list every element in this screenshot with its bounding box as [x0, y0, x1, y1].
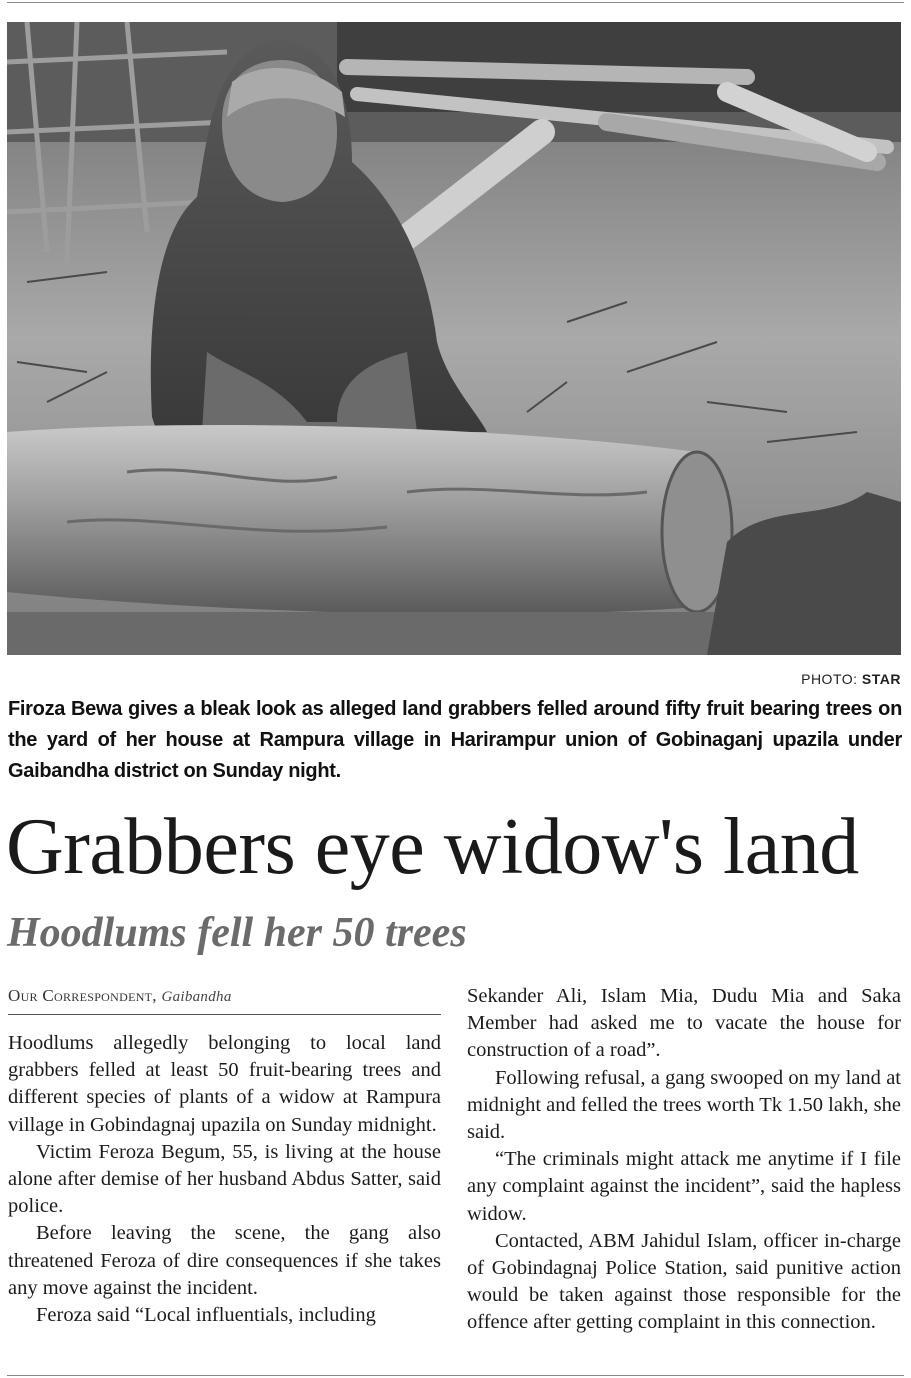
byline-location: Gaibandha: [161, 989, 232, 1005]
article-paragraph: Contacted, ABM Jahidul Islam, officer in-charge of Gobindagnaj Police Station, said punitive action would be taken against those responsible for the offence after getting complaint in this connection.: [467, 1229, 901, 1334]
byline-author: Our Correspondent,: [8, 986, 157, 1005]
byline-rule: [8, 1014, 441, 1015]
byline: [8, 986, 441, 1006]
bottom-rule: [7, 1375, 904, 1376]
article-paragraph: Following refusal, a gang swooped on my land at midnight and felled the trees worth Tk 1.50 lakh, she said.: [467, 1066, 902, 1144]
subheadline: Hoodlums fell her 50 trees: [7, 910, 467, 956]
photo-credit: [801, 671, 901, 687]
article-paragraph: “The criminals might attack me anytime if I file any complaint against the incident”, said the hapless widow.: [467, 1148, 901, 1225]
article-column-right: [467, 983, 901, 1337]
article-column-left: [8, 1030, 441, 1329]
article-paragraph: Sekander Ali, Islam Mia, Dudu Mia and Saka Member had asked me to vacate the house for construction of a road”.: [467, 985, 901, 1062]
article-paragraph: Before leaving the scene, the gang also threatened Feroza of dire consequences if she takes any move against the incident.: [8, 1222, 441, 1299]
photo-credit-label: PHOTO:: [801, 671, 858, 687]
article-paragraph: Feroza said “Local influentials, including: [36, 1304, 376, 1327]
photo-woman-felled-trees-icon: [7, 22, 901, 655]
article-paragraph: Victim Feroza Begum, 55, is living at the house alone after demise of her husband Abdus Satter, said police.: [8, 1140, 441, 1218]
headline: Grabbers eye widow's land: [6, 803, 859, 891]
photo-credit-source: STAR: [861, 671, 901, 687]
photo-caption: Firoza Bewa gives a bleak look as alleged land grabbers felled around fifty fruit bearing trees on the yard of her house at Rampura village in Harirampur union of Gobinaganj upazila under Gaibandha district on Sunday night.: [8, 698, 902, 782]
top-rule: [7, 2, 904, 3]
article-paragraph: Hoodlums allegedly belonging to local land grabbers felled at least 50 fruit-bearing trees and different species of plants of a widow at Rampura village in Gobindagnaj upazila on Sunday midnight.: [8, 1032, 441, 1136]
news-photo: [7, 22, 901, 655]
